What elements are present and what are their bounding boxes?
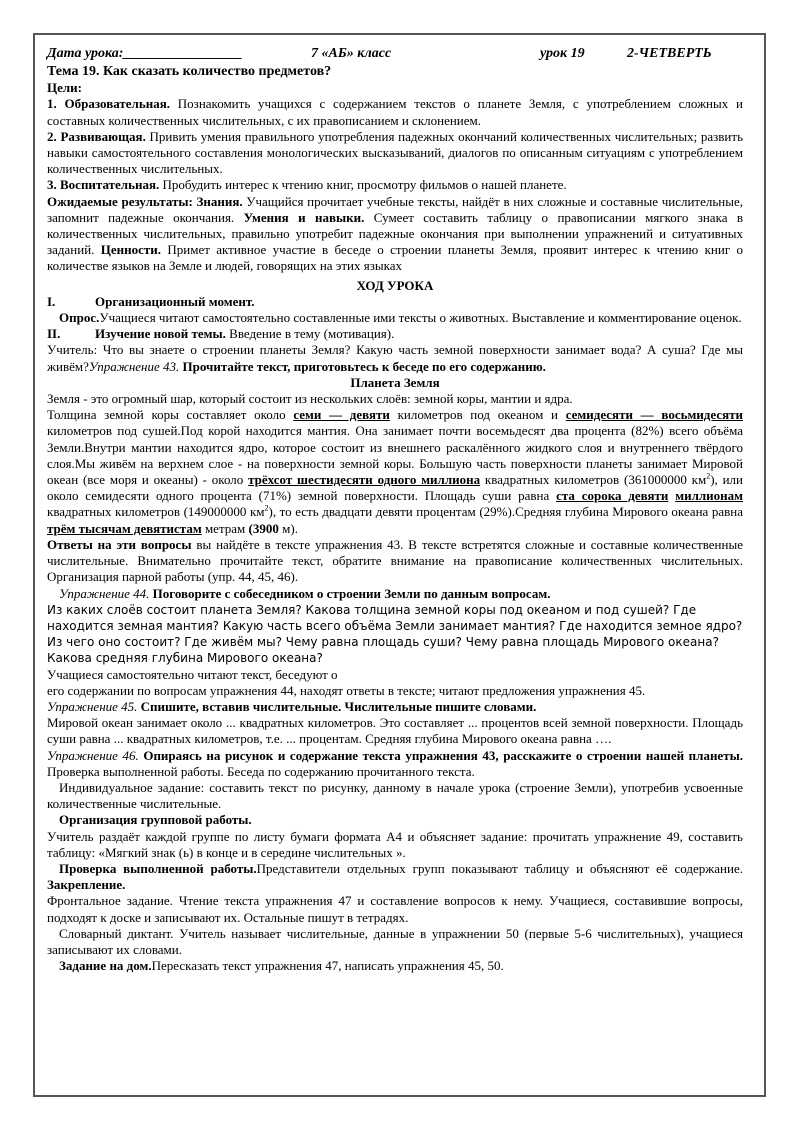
check-paragraph	[47, 861, 743, 893]
section-subtitle: Введение в тему (мотивация).	[225, 326, 395, 342]
frontal-task: Фронтальное задание. Чтение текста упражнения 47 и составление вопросов к нему. Учащиеся, составившие вопросы, подходят к доске и записывают их. Остальные пишут в тетрадях.	[47, 893, 743, 925]
numeral-underlined: трёхсот шестидесяти одного миллиона	[248, 472, 481, 488]
survey-label: Опрос.	[59, 310, 100, 326]
section-number: II.	[47, 326, 61, 342]
group-work-text: Учитель раздаёт каждой группе по листу бумаги формата А4 и объясняет задание: прочитать упражнение 49, составить таблицу: «Мягкий знак (ь) в конце и в середине числительных ».	[47, 828, 743, 860]
answers-paragraph	[47, 537, 743, 586]
goal-label: 3. Воспитательная.	[47, 177, 160, 193]
exercise-label: Упражнение 46.	[47, 747, 139, 763]
results-skills-text: Сумеет составить таблицу о правописании мягкого знака в количественных числительных, правильно употребит падежные окончания при выполнении упражнений и ситуативных заданий.	[47, 209, 743, 258]
quarter-label: 2-ЧЕТВЕРТЬ	[627, 46, 712, 61]
lesson-number: урок 19	[540, 46, 585, 61]
results-values-text: Примет активное участие в беседе о строении планеты Земля, проявит интерес к чтению книг о количестве языков на Земле и людей, говорящих на этих языках	[47, 242, 743, 274]
goal-label: 1. Образовательная.	[47, 96, 170, 112]
results-values-label: Ценности.	[94, 242, 162, 258]
expected-results	[47, 194, 743, 275]
reinforcement-label: Закрепление.	[47, 877, 126, 893]
exercise-45-text: Мировой океан занимает около ... квадратных километров. Это составляет ... процентов всей земной поверхности. Площадь суши равна ... квадратных километров, т.е. ... процентам. Средняя глубина Мирового океана равна ….	[47, 715, 743, 747]
exercise-label: Упражнение 43.	[88, 358, 180, 374]
dictation-task: Словарный диктант. Учитель называет числительные, данные в упражнении 50 (первые 5-6 числительных), учащиеся записывают их словами.	[47, 925, 743, 957]
results-knowledge-text: Учащийся прочитает учебные тексты, найдёт в них сложные и составные числительные, запомнит падежные окончания.	[47, 193, 744, 225]
planet-intro: Земля - это огромный шар, который состоит из нескольких слоёв: земной коры, мантии и ядра.	[47, 391, 573, 407]
check-label: Проверка выполненной работы.	[59, 860, 257, 876]
individual-task: Индивидуальное задание: составить текст по рисунку, данному в начале урока (строение Земли), употребив усвоенные количественные числительные.	[47, 779, 743, 812]
homework-text: Пересказать текст упражнения 47, написать упражнения 45, 50.	[151, 958, 504, 974]
exercise-task: Спишите, вставив числительные. Числительные пишите словами.	[137, 698, 537, 714]
results-skills-label: Умения и навыки.	[234, 209, 365, 225]
numeral-underlined: миллионам	[675, 488, 744, 504]
survey-text: Учащиеся читают самостоятельно составленные ими тексты о животных. Выставление и комментирование оценок.	[99, 310, 742, 326]
numeral-underlined: трём тысячам девятистам	[47, 520, 202, 536]
topic-title: Тема 19. Как сказать количество предметов?	[47, 64, 332, 79]
results-knowledge-label: Ожидаемые результаты: Знания.	[47, 193, 243, 209]
answers-label: Ответы на эти вопросы	[47, 536, 192, 552]
planet-text: Толщина земной коры составляет около семи — девяти километров под океаном и семидесяти — восьмидесяти километров под сушей.Под корой находится мантия. Она занимает почти восемьдесят два процента (82%) всего объёма Земли.Внутри мантии находится ядро, которое состоит из внешнего раскалённого жидкого слоя и внутреннего твёрдого слоя.Мы живём на верхнем слое - на поверхности земной коры. Большую часть поверхности планеты занимает Мировой океан (все моря и океаны) - около трёхсот шестидесяти одного миллиона квадратных километров (361000000 $км^2$), или около семидесяти одного процента (71%) земной поверхности. Площадь суши равна ста сорока девяти миллионам квадратных километров (149000000 $км^2$), то есть двадцати девяти процентам (29%).Средняя глубина Мирового океана равна трём тысячам девятистам метрам (3900 м).	[47, 407, 744, 536]
exercise-44	[47, 586, 743, 602]
lesson-plan-document	[47, 46, 743, 974]
exercise-task: Прочитайте текст, приготовьтесь к беседе по его содержанию.	[179, 358, 546, 374]
numeral-underlined: семи — девяти	[293, 407, 390, 423]
homework	[47, 958, 743, 974]
section-organizational	[47, 294, 743, 310]
header-row	[47, 46, 743, 64]
goal-developing	[47, 129, 743, 178]
teacher-question	[47, 342, 743, 374]
exercise-task: Опираясь на рисунок и содержание текста упражнения 43, расскажите о строении нашей планеты.	[138, 747, 743, 763]
goal-text: Пробудить интерес к чтению книг, просмотру фильмов о нашей планете.	[159, 177, 567, 193]
planet-text-title: Планета Земля	[350, 374, 440, 390]
exercise-rest: Проверка выполненной работы. Беседа по содержанию прочитанного текста.	[47, 763, 475, 779]
section-number: I.	[47, 293, 56, 309]
section-new-topic	[47, 326, 743, 342]
group-work-heading: Организация групповой работы.	[59, 812, 252, 828]
survey-paragraph	[47, 310, 743, 326]
numeral-underlined: семидесяти — восьмидесяти	[565, 407, 743, 423]
lesson-progress-heading: ХОД УРОКА	[356, 277, 434, 293]
teacher-question-text: Учитель: Что вы знаете о строении планеты Земля? Какую часть земной поверхности занимает вода? А суша? Где мы живём?	[47, 342, 743, 374]
exercise-44-questions: Из каких слоёв состоит планета Земля? Какова толщина земной коры под океаном и под сушей? Где находится земная мантия? Какую часть всего объёма Земли занимает мантия? Где находится земное ядро? Из чего оно состоит? Где живём мы? Чему равна площадь суши? Чему равна площадь Мирового океана? Какова средняя глубина Мирового океана?	[47, 602, 743, 666]
date-label: Дата урока:_________________	[47, 46, 243, 61]
goals-heading: Цели:	[47, 80, 82, 96]
exercise-45	[47, 699, 743, 715]
students-activity-2: его содержании по вопросам упражнения 44, находят ответы в тексте; читают предложения упражнения 45.	[47, 682, 646, 698]
goal-text: Познакомить учащихся с содержанием текстов о планете Земля, с употреблением сложных и составных количественных числительных, с их правописанием и склонением.	[47, 96, 744, 128]
class-label: 7 «АБ» класс	[311, 46, 392, 61]
students-activity-1: Учащиеся самостоятельно читают текст, беседуют о	[47, 666, 338, 682]
section-title: Изучение новой темы.	[95, 326, 226, 342]
goal-text: Привить умения правильного употребления падежных окончаний количественных числительных; развить навыки самостоятельного составления монологических высказываний, диалогов по описанным ситуациям с употреблением количественных числительных.	[47, 128, 743, 177]
exercise-46	[47, 748, 743, 780]
goal-educational	[47, 96, 743, 128]
numeral-underlined: ста сорока девяти	[556, 488, 669, 504]
section-title: Организационный момент.	[95, 293, 255, 309]
goal-upbringing	[47, 177, 743, 193]
exercise-task: Поговорите с собеседником о строении Земли по данным вопросам.	[149, 585, 551, 601]
exercise-label: Упражнение 44.	[59, 585, 150, 601]
answers-text: вы найдёте в тексте упражнения 43. В тексте встретятся сложные и составные количественные числительные. Внимательно прочитайте текст, обратите внимание на правописание количественных числительных. Организация парной работы (упр. 44, 45, 46).	[47, 536, 743, 585]
check-text: Представители отдельных групп показывают таблицу и объясняют её содержание.	[256, 860, 743, 876]
homework-label: Задание на дом.	[59, 958, 152, 974]
goal-label: 2. Развивающая.	[47, 128, 146, 144]
exercise-label: Упражнение 45.	[47, 698, 138, 714]
